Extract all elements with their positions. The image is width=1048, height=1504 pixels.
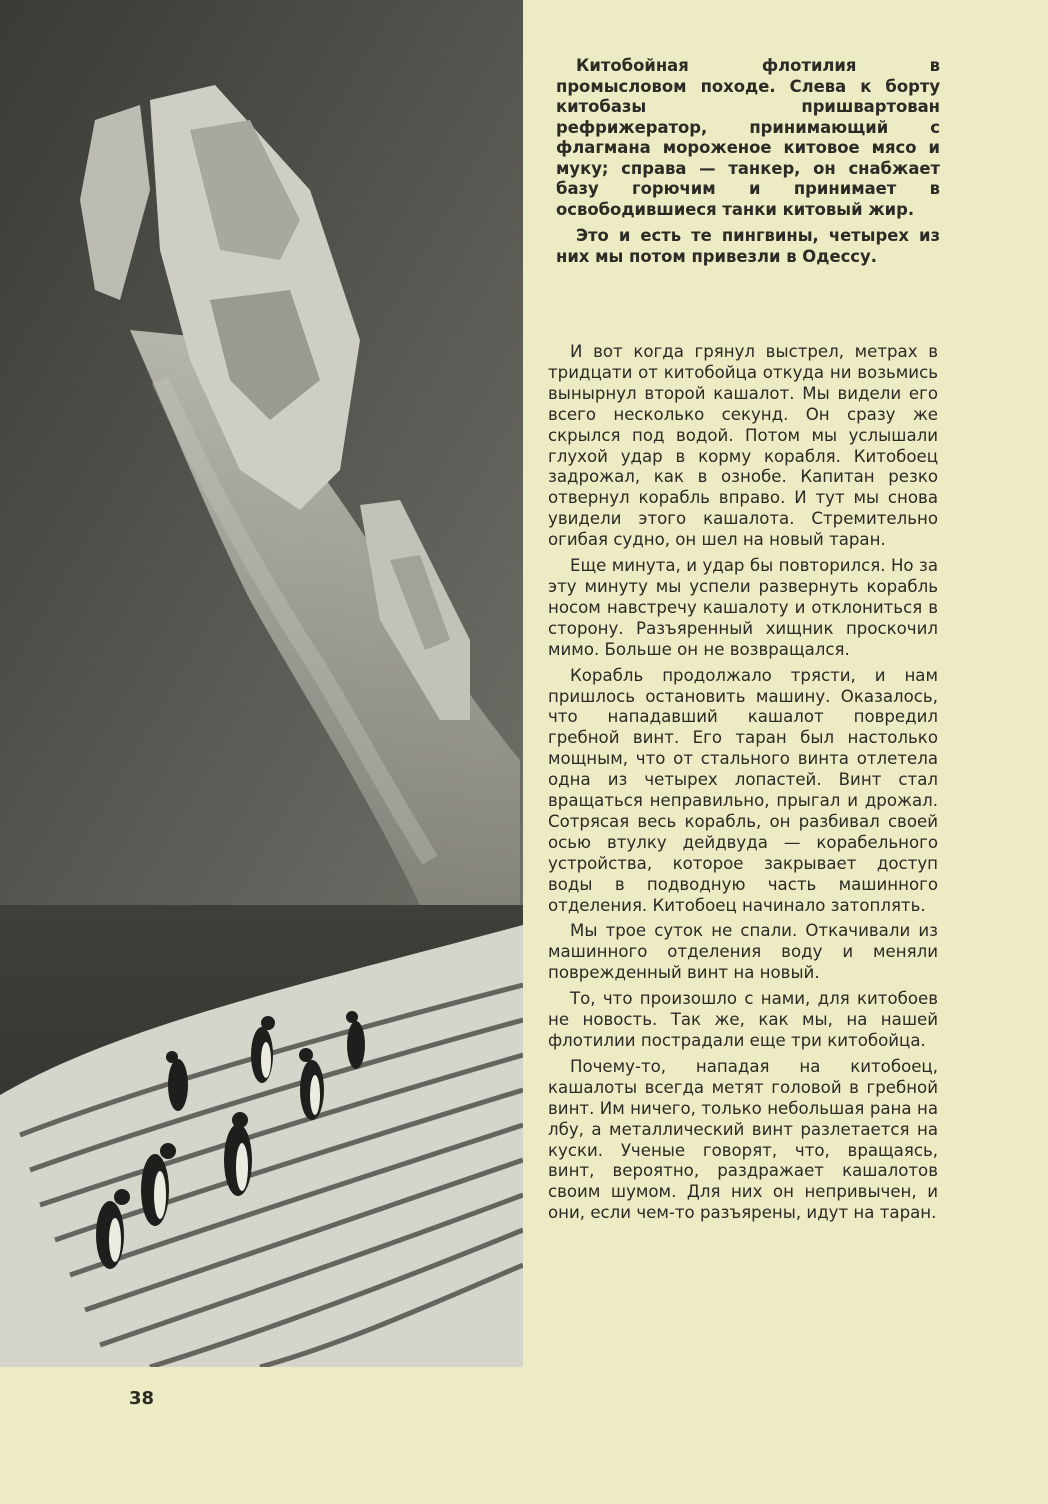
article-paragraph: Почему-то, нападая на китобоец, кашалоты всегда метят головой в гребной винт. Им ничего, только небольшая рана на лбу, а металлический винт разлетается на куски. Ученые говорят, что, вращаясь, винт, вероятно, раздражает кашалотов своим шумом. Для них он непривычен, и они, если чем-то разъярены, идут на таран. bbox=[548, 1056, 938, 1223]
caption-paragraph: Китобойная флотилия в промысловом походе. Слева к борту китобазы пришвартован рефрижератор, принимающий с флагмана мороженое китовое мясо и муку; справа — танкер, он снабжает базу горючим и принимает в освободившиеся танки китовый жир. bbox=[556, 56, 940, 219]
caption-paragraph: Это и есть те пингвины, четырех из них мы потом привезли в Одессу. bbox=[556, 226, 940, 266]
article-paragraph: Мы трое суток не спали. Откачивали из машинного отделения воду и меняли поврежденный винт на новый. bbox=[548, 921, 938, 983]
article-text bbox=[548, 342, 938, 1229]
article-paragraph: Корабль продолжало трясти, и нам пришлось остановить машину. Оказалось, что нападавший кашалот повредил гребной винт. Его таран был настолько мощным, что от стального винта отлетела одна из четырех лопастей. Винт стал вращаться неправильно, прыгал и дрожал. Сотрясая весь корабль, он разбивал своей осью втулку дейдвуда — корабельного устройства, которое закрывает доступ воды в подводную часть машинного отделения. Китобоец начинало затоплять. bbox=[548, 665, 938, 915]
flotilla-photo bbox=[0, 0, 523, 905]
article-paragraph: Еще минута, и удар бы повторился. Но за эту минуту мы успели развернуть корабль носом навстречу кашалоту и отклониться в сторону. Разъяренный хищник проскочил мимо. Больше он не возвращался. bbox=[548, 556, 938, 659]
photo-caption bbox=[556, 56, 940, 267]
penguins-on-whale-photo bbox=[0, 905, 523, 1367]
page-number: 38 bbox=[129, 1388, 155, 1409]
article-paragraph: То, что произошло с нами, для китобоев не новость. Так же, как мы, на нашей флотилии пострадали еще три китобойца. bbox=[548, 989, 938, 1050]
article-paragraph: И вот когда грянул выстрел, метрах в тридцати от китобойца откуда ни возьмись вынырнул второй кашалот. Мы видели его всего несколько секунд. Он сразу же скрылся под водой. Потом мы услышали глухой удар в корму корабля. Китобоец задрожал, как в ознобе. Капитан резко отвернул корабль вправо. И тут мы снова увидели этого кашалота. Стремительно огибая судно, он шел на новый таран. bbox=[548, 342, 938, 550]
